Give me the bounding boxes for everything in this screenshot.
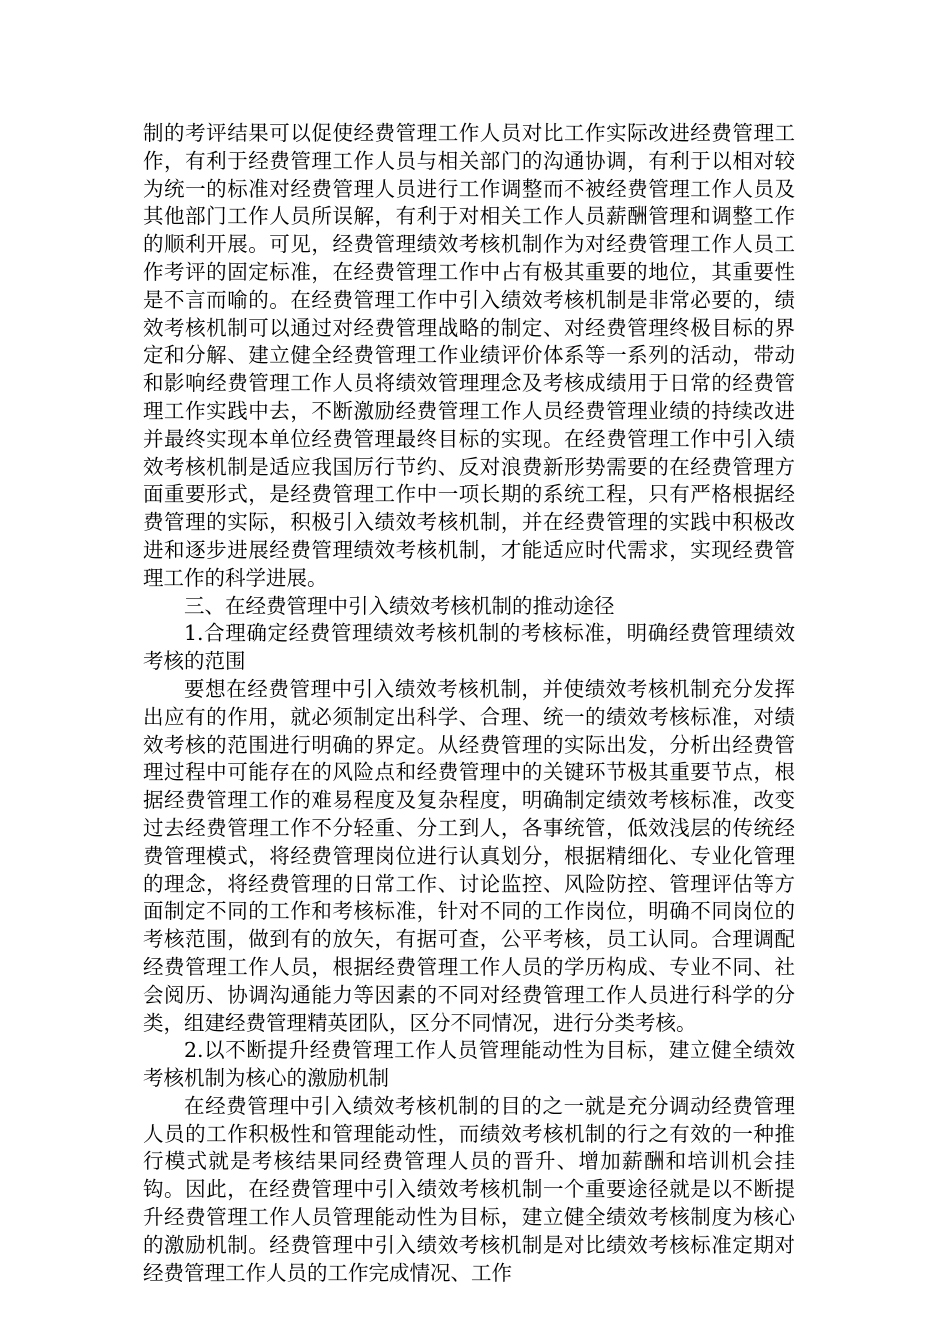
- body-paragraph-2: 要想在经费管理中引入绩效考核机制，并使绩效考核机制充分发挥出应有的作用，就必须制定出科学、合理、统一的绩效考核标准，对绩效考核的范围进行明确的界定。从经费管理的实际出发，分析出经费管理过程中可能存在的风险点和经费管理中的关键环节极其重要节点，根据经费管理工作的难易程度及复杂程度，明确制定绩效考核标准，改变过去经费管理工作不分轻重、分工到人，各事统管，低效浅层的传统经费管理模式，将经费管理岗位进行认真划分，根据精细化、专业化管理的理念，将经费管理的日常工作、讨论监控、风险防控、管理评估等方面制定不同的工作和考核标准，针对不同的工作岗位，明确不同岗位的考核范围，做到有的放矢，有据可查，公平考核，员工认同。合理调配经费管理工作人员，根据经费管理工作人员的学历构成、专业不同、社会阅历、协调沟通能力等因素的不同对经费管理工作人员进行科学的分类，组建经费管理精英团队，区分不同情况，进行分类考核。: [143, 676, 795, 1035]
- body-paragraph-3: 在经费管理中引入绩效考核机制的目的之一就是充分调动经费管理人员的工作积极性和管理能动性，而绩效考核机制的行之有效的一种推行模式就是考核结果同经费管理人员的晋升、增加薪酬和培训机会挂钩。因此，在经费管理中引入绩效考核机制一个重要途径就是以不断提升经费管理工作人员管理能动性为目标，建立健全绩效考核制度为核心的激励机制。经费管理中引入绩效考核机制是对比绩效考核标准定期对经费管理工作人员的工作完成情况、工作: [143, 1093, 795, 1285]
- subsection-heading-3-2: 2.以不断提升经费管理工作人员管理能动性为目标，建立健全绩效考核机制为核心的激励机制: [143, 1038, 795, 1091]
- document-page: [143, 120, 795, 1287]
- subsection-heading-3-1: 1.合理确定经费管理绩效考核机制的考核标准，明确经费管理绩效考核的范围: [143, 621, 795, 674]
- section-heading-3: 三、在经费管理中引入绩效考核机制的推动途径: [184, 593, 615, 618]
- body-paragraph-1: 制的考评结果可以促使经费管理工作人员对比工作实际改进经费管理工作，有利于经费管理工作人员与相关部门的沟通协调，有利于以相对较为统一的标准对经费管理人员进行工作调整而不被经费管理工作人员及其他部门工作人员所误解，有利于对相关工作人员薪酬管理和调整工作的顺利开展。可见，经费管理绩效考核机制作为对经费管理工作人员工作考评的固定标准，在经费管理工作中占有极其重要的地位，其重要性是不言而喻的。在经费管理工作中引入绩效考核机制是非常必要的，绩效考核机制可以通过对经费管理战略的制定、对经费管理终极目标的界定和分解、建立健全经费管理工作业绩评价体系等一系列的活动，带动和影响经费管理工作人员将绩效管理理念及考核成绩用于日常的经费管理工作实践中去，不断激励经费管理工作人员经费管理业绩的持续改进并最终实现本单位经费管理最终目标的实现。在经费管理工作中引入绩效考核机制是适应我国厉行节约、反对浪费新形势需要的在经费管理方面重要形式，是经费管理工作中一项长期的系统工程，只有严格根据经费管理的实际，积极引入绩效考核机制，并在经费管理的实践中积极改进和逐步进展经费管理绩效考核机制，才能适应时代需求，实现经费管理工作的科学进展。: [143, 121, 795, 590]
